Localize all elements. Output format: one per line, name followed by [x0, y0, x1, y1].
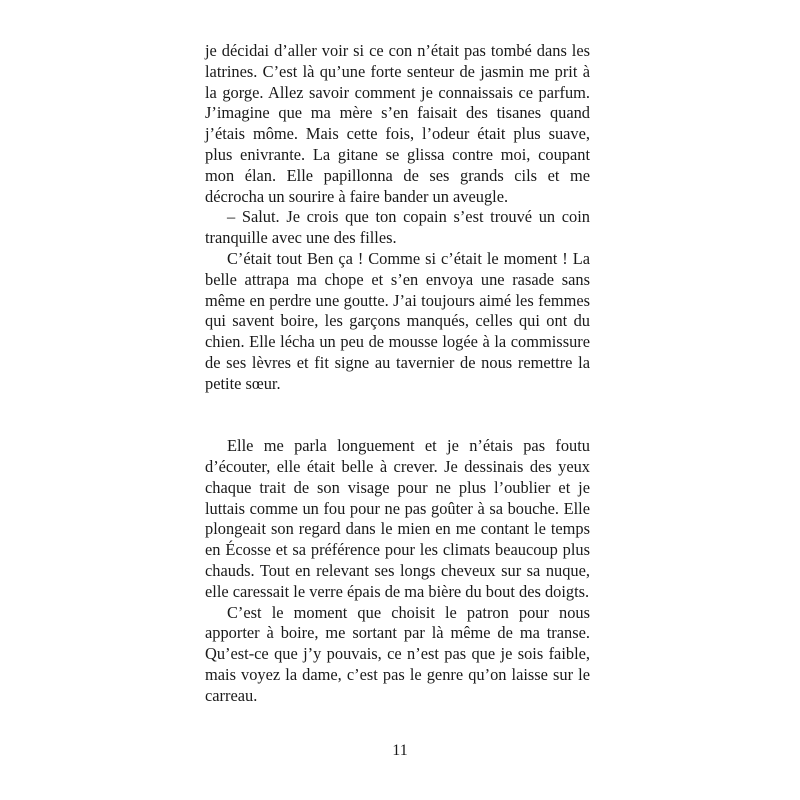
page-body — [205, 41, 590, 707]
paragraph-3: C’était tout Ben ça ! Comme si c’était le moment ! La belle attrapa ma chope et s’en envoya une rasade sans même en perdre une goutte. J’ai toujours aimé les femmes qui savent boire, les garçons manqués, celles qui ont du chien. Elle lécha un peu de mousse logée à la commissure de ses lèvres et fit signe au tavernier de nous remettre la petite sœur. — [205, 248, 590, 393]
paragraph-5: C’est le moment que choisit le patron pour nous apporter à boire, me sortant par là même de ma transe. Qu’est-ce que j’y pouvais, ce n’est pas que je sois faible, mais voyez la dame, c’est pas le genre qu’on laisse sur le carreau. — [205, 602, 590, 705]
paragraph-4: Elle me parla longuement et je n’étais pas foutu d’écouter, elle était belle à crever. Je dessinais des yeux chaque trait de son visage pour ne plus l’oublier et je luttais comme un fou pour ne pas goûter à sa bouche. Elle plongeait son regard dans le mien en me contant le temps en Écosse et sa préférence pour les climats beaucoup plus chauds. Tout en relevant ses longs cheveux sur sa nuque, elle caressait le verre épais de ma bière du bout des doigts. — [205, 436, 590, 601]
page-number: 11 — [392, 742, 408, 759]
paragraph-1: je décidai d’aller voir si ce con n’était pas tombé dans les latrines. C’est là qu’une forte senteur de jasmin me prit à la gorge. Allez savoir comment je connaissais ce parfum. J’imagine que ma mère s’en faisait des tisanes quand j’étais môme. Mais cette fois, l’odeur était plus suave, plus enivrante. La gitane se glissa contre moi, coupant mon élan. Elle papillonna de ses grands cils et me décrocha un sourire à faire bander un aveugle. — [205, 41, 590, 206]
paragraph-2: – Salut. Je crois que ton copain s’est trouvé un coin tranquille avec une des filles. — [205, 207, 590, 248]
